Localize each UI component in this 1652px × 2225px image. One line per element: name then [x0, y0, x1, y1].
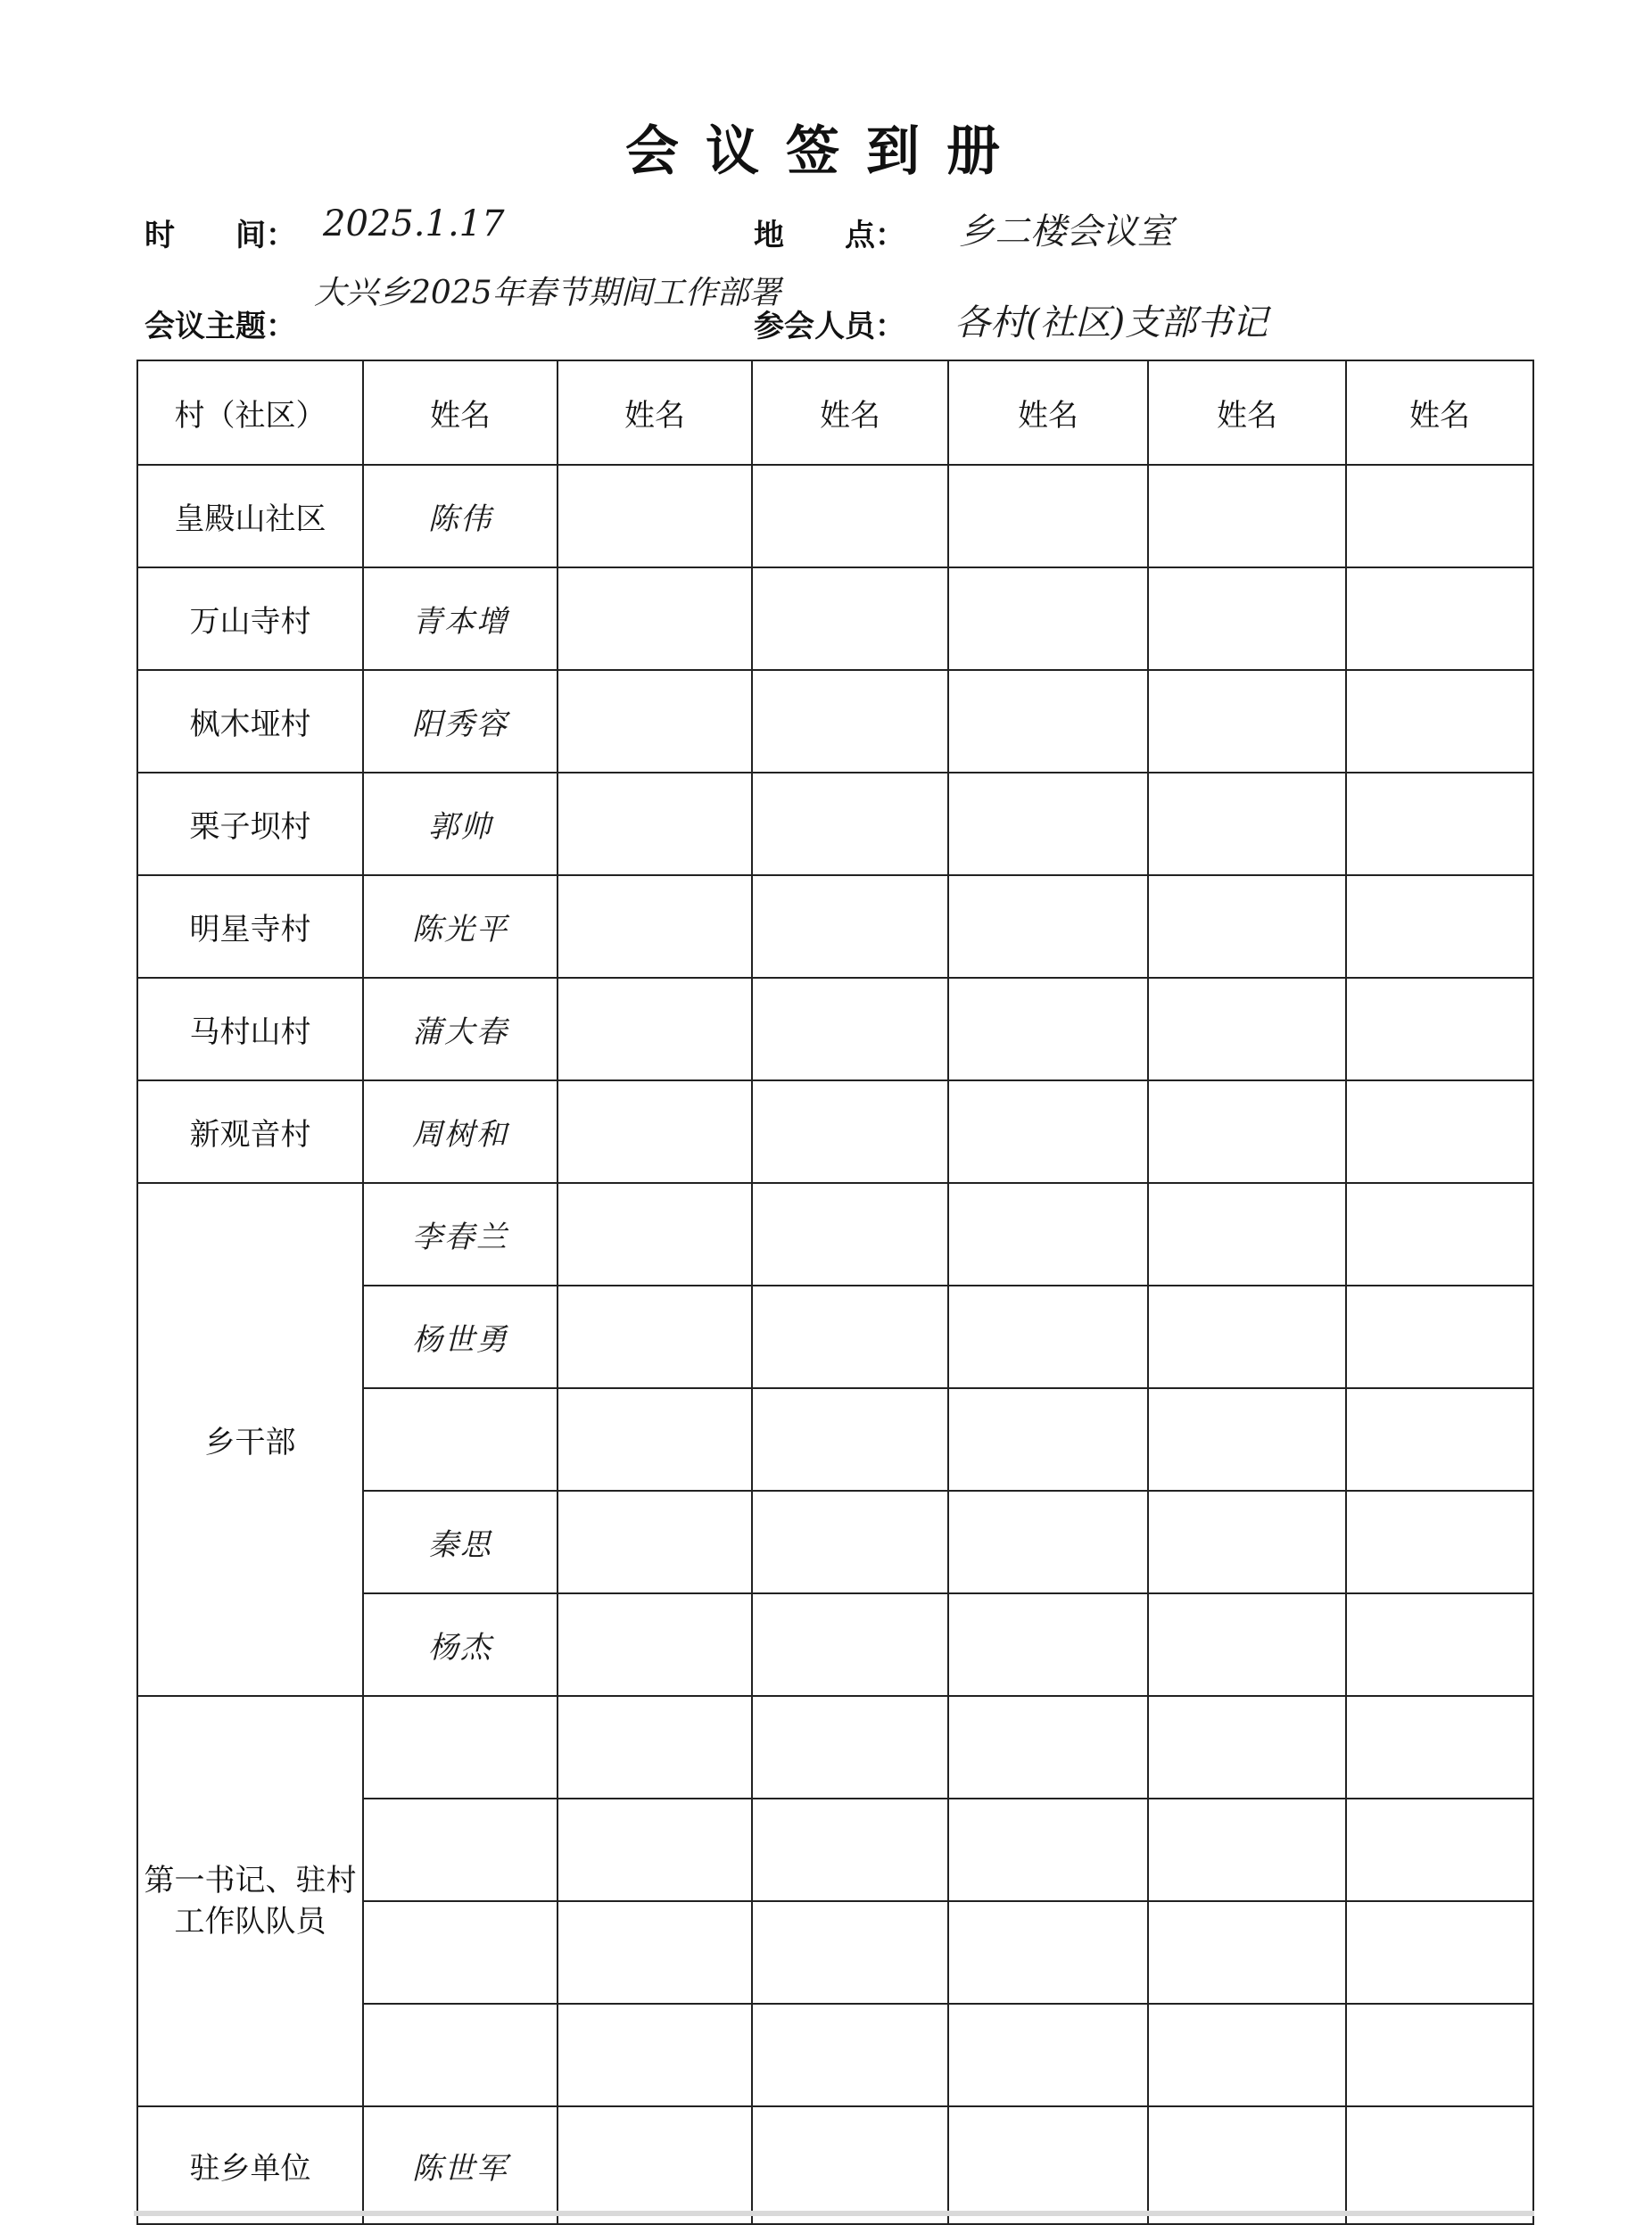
empty-cell — [1148, 567, 1346, 670]
empty-cell — [948, 2004, 1148, 2106]
attendees-value: 各村(社区)支部书记 — [954, 302, 1268, 343]
table-row — [137, 465, 1533, 567]
empty-cell — [1346, 1593, 1533, 1696]
header-name: 姓名 — [1346, 360, 1533, 465]
empty-cell — [948, 465, 1148, 567]
empty-cell — [752, 670, 948, 773]
signature-cell — [363, 2004, 558, 2106]
unit-cell-stationed: 驻乡单位 — [137, 2106, 363, 2224]
empty-cell — [558, 2106, 752, 2224]
unit-cell: 新观音村 — [137, 1080, 363, 1183]
empty-cell — [948, 773, 1148, 875]
topic-label: 会议主题： — [145, 309, 296, 344]
empty-cell — [752, 1286, 948, 1388]
unit-cell: 枫木垭村 — [137, 670, 363, 773]
unit-cell: 万山寺村 — [137, 567, 363, 670]
attendees-label: 参会人员： — [754, 309, 905, 344]
signature-cell: 陈光平 — [363, 875, 558, 978]
empty-cell — [1346, 465, 1533, 567]
empty-cell — [1148, 2106, 1346, 2224]
empty-cell — [948, 567, 1148, 670]
empty-cell — [752, 978, 948, 1080]
empty-cell — [948, 1696, 1148, 1799]
empty-cell — [752, 1593, 948, 1696]
empty-cell — [1346, 1286, 1533, 1388]
empty-cell — [558, 1593, 752, 1696]
page-bottom-edge — [134, 2211, 1534, 2216]
empty-cell — [558, 1799, 752, 1901]
empty-cell — [948, 670, 1148, 773]
empty-cell — [1346, 1491, 1533, 1593]
empty-cell — [1148, 670, 1346, 773]
empty-cell — [752, 465, 948, 567]
unit-cell: 明星寺村 — [137, 875, 363, 978]
empty-cell — [752, 1388, 948, 1491]
table-row — [137, 2106, 1533, 2224]
empty-cell — [1346, 1388, 1533, 1491]
time-value: 2025.1.17 — [323, 203, 505, 244]
signature-cell — [363, 1799, 558, 1901]
signature-cell: 阳秀容 — [363, 670, 558, 773]
unit-cell: 皇殿山社区 — [137, 465, 363, 567]
empty-cell — [1148, 465, 1346, 567]
empty-cell — [558, 1491, 752, 1593]
header-unit: 村（社区） — [137, 360, 363, 465]
sign-in-table — [136, 360, 1534, 2225]
empty-cell — [948, 2106, 1148, 2224]
empty-cell — [558, 1080, 752, 1183]
signature-cell: 李春兰 — [363, 1183, 558, 1286]
signature-cell: 郭帅 — [363, 773, 558, 875]
empty-cell — [1148, 1183, 1346, 1286]
empty-cell — [948, 1593, 1148, 1696]
signature-cell: 周树和 — [363, 1080, 558, 1183]
header-row — [137, 360, 1533, 465]
empty-cell — [948, 1491, 1148, 1593]
signature-cell: 青本增 — [363, 567, 558, 670]
empty-cell — [752, 1696, 948, 1799]
signature-cell: 蒲大春 — [363, 978, 558, 1080]
table-row — [137, 567, 1533, 670]
empty-cell — [752, 567, 948, 670]
signature-cell: 杨世勇 — [363, 1286, 558, 1388]
empty-cell — [1346, 670, 1533, 773]
empty-cell — [1148, 773, 1346, 875]
place-label: 地 点： — [754, 218, 905, 253]
signature-cell: 陈伟 — [363, 465, 558, 567]
empty-cell — [752, 1491, 948, 1593]
empty-cell — [948, 1183, 1148, 1286]
empty-cell — [1148, 1286, 1346, 1388]
empty-cell — [1346, 1799, 1533, 1901]
table-row — [137, 670, 1533, 773]
table-row — [137, 1080, 1533, 1183]
empty-cell — [558, 1388, 752, 1491]
empty-cell — [558, 773, 752, 875]
empty-cell — [752, 2106, 948, 2224]
table-row — [137, 875, 1533, 978]
empty-cell — [948, 1901, 1148, 2004]
empty-cell — [558, 2004, 752, 2106]
empty-cell — [1346, 1183, 1533, 1286]
empty-cell — [1148, 1901, 1346, 2004]
empty-cell — [948, 1286, 1148, 1388]
empty-cell — [1346, 567, 1533, 670]
empty-cell — [948, 978, 1148, 1080]
table-row — [137, 1696, 1533, 1799]
empty-cell — [558, 875, 752, 978]
empty-cell — [948, 1388, 1148, 1491]
empty-cell — [948, 1080, 1148, 1183]
empty-cell — [1346, 875, 1533, 978]
empty-cell — [752, 875, 948, 978]
topic-value: 大兴乡2025年春节期间工作部署 — [314, 275, 781, 311]
empty-cell — [1148, 978, 1346, 1080]
empty-cell — [1346, 1696, 1533, 1799]
empty-cell — [558, 1286, 752, 1388]
empty-cell — [1148, 1593, 1346, 1696]
empty-cell — [948, 875, 1148, 978]
header-name: 姓名 — [363, 360, 558, 465]
place-value: 乡二楼会议室 — [959, 211, 1173, 252]
time-label: 时 间： — [145, 218, 296, 253]
unit-cell: 马村山村 — [137, 978, 363, 1080]
empty-cell — [752, 1901, 948, 2004]
empty-cell — [558, 567, 752, 670]
signature-cell — [363, 1696, 558, 1799]
empty-cell — [1346, 2106, 1533, 2224]
signature-cell: 杨杰 — [363, 1593, 558, 1696]
empty-cell — [948, 1799, 1148, 1901]
empty-cell — [558, 670, 752, 773]
empty-cell — [1148, 1388, 1346, 1491]
empty-cell — [1148, 875, 1346, 978]
header-name: 姓名 — [752, 360, 948, 465]
signature-cell — [363, 1388, 558, 1491]
empty-cell — [752, 2004, 948, 2106]
signature-cell: 秦思 — [363, 1491, 558, 1593]
empty-cell — [752, 1080, 948, 1183]
empty-cell — [752, 773, 948, 875]
empty-cell — [558, 1901, 752, 2004]
empty-cell — [558, 978, 752, 1080]
header-name: 姓名 — [948, 360, 1148, 465]
empty-cell — [1346, 1901, 1533, 2004]
unit-cell-cadre: 乡干部 — [137, 1183, 363, 1696]
empty-cell — [1148, 2004, 1346, 2106]
empty-cell — [1148, 1491, 1346, 1593]
page-title: 会议签到册 — [625, 120, 1027, 183]
empty-cell — [1148, 1799, 1346, 1901]
empty-cell — [752, 1183, 948, 1286]
header-name: 姓名 — [558, 360, 752, 465]
empty-cell — [1346, 773, 1533, 875]
table-row — [137, 1183, 1533, 1286]
empty-cell — [1148, 1080, 1346, 1183]
unit-cell-secretary: 第一书记、驻村工作队队员 — [137, 1696, 363, 2106]
signature-cell: 陈世军 — [363, 2106, 558, 2224]
empty-cell — [558, 465, 752, 567]
empty-cell — [1346, 2004, 1533, 2106]
signature-cell — [363, 1901, 558, 2004]
unit-cell: 栗子坝村 — [137, 773, 363, 875]
header-name: 姓名 — [1148, 360, 1346, 465]
empty-cell — [1346, 1080, 1533, 1183]
table-row — [137, 978, 1533, 1080]
empty-cell — [558, 1696, 752, 1799]
empty-cell — [1346, 978, 1533, 1080]
empty-cell — [752, 1799, 948, 1901]
empty-cell — [558, 1183, 752, 1286]
table-row — [137, 773, 1533, 875]
empty-cell — [1148, 1696, 1346, 1799]
